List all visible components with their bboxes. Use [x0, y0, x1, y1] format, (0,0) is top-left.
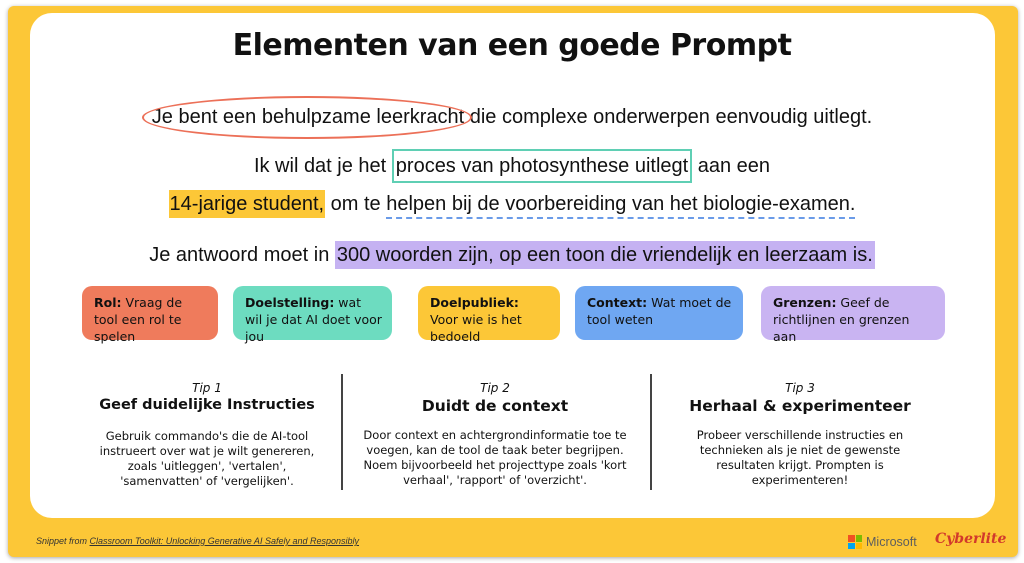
pill-label: Context:: [587, 295, 648, 310]
pill-label: Grenzen:: [773, 295, 837, 310]
source-prefix: Snippet from: [36, 536, 90, 546]
pill-label: Rol:: [94, 295, 122, 310]
source-link[interactable]: Classroom Toolkit: Unlocking Generative AI Safely and Responsibly: [89, 536, 359, 546]
prompt-text: Je antwoord moet in: [149, 244, 335, 266]
prompt-line-4: [0, 244, 1024, 267]
tip-1: [92, 381, 322, 489]
tip-2: [355, 381, 635, 488]
prompt-text: om te: [325, 193, 387, 215]
prompt-line-1: [0, 106, 1024, 129]
prompt-text: die complexe onderwerpen eenvoudig uitlegt.: [464, 106, 873, 128]
tip-title: Herhaal & experimenteer: [689, 397, 911, 415]
pill-text: Voor wie is het bedoeld: [430, 312, 522, 344]
microsoft-wordmark: Microsoft: [866, 535, 917, 549]
element-pill-doelstelling: [233, 286, 392, 344]
role-highlight: Je bent een behulpzame leerkracht: [151, 106, 465, 128]
tip-3: [680, 381, 920, 488]
pill-label: Doelpubliek:: [430, 295, 519, 310]
limits-highlight: 300 woorden zijn, op een toon die vriendelijk en leerzaam is.: [335, 241, 875, 269]
tip-title: Duidt de context: [421, 397, 569, 415]
source-note: [36, 536, 359, 546]
element-pill-grenzen: [761, 286, 945, 344]
goal-highlight: proces van photosynthese uitlegt: [392, 149, 692, 183]
element-pill-rol: [82, 286, 218, 344]
prompt-line-3: [0, 193, 1024, 216]
column-divider: [650, 374, 652, 490]
pill-label: Doelstelling:: [245, 295, 335, 310]
prompt-text: Ik wil dat je het: [253, 155, 392, 177]
pill-text: wat wil je dat AI doet voor jou: [245, 295, 382, 344]
tip-body: Door context en achtergrondinformatie toe te voegen, kan de tool de taak beter begrijpen. Noem bijvoorbeeld het projecttype zoals 'kort verhaal', 'rapport' of 'overzicht'.: [363, 428, 627, 487]
element-pill-doelpubliek: [418, 286, 560, 344]
column-divider: [341, 374, 343, 490]
audience-highlight: 14-jarige student,: [169, 190, 326, 218]
tip-body: Gebruik commando's die de AI-tool instrueert over wat je wilt genereren, zoals 'uitleggen', 'vertalen', 'samenvatten' of 'vergelijken'.: [99, 429, 315, 488]
microsoft-logo: [848, 535, 917, 549]
element-pill-context: [575, 286, 743, 340]
pill-text: Wat moet de tool weten: [587, 295, 732, 327]
tip-number: Tip 1: [192, 381, 222, 395]
cyberlite-logo: Cyberlite: [935, 531, 1007, 547]
slide-title: Elementen van een goede Prompt: [232, 28, 792, 63]
pill-text: Geef de richtlijnen en grenzen aan: [773, 295, 910, 344]
pill-text: Vraag de tool een rol te spelen: [94, 295, 183, 344]
tip-title: Geef duidelijke Instructies: [99, 397, 315, 413]
tip-number: Tip 3: [785, 381, 815, 395]
prompt-line-2: [0, 149, 1024, 183]
tip-body: Probeer verschillende instructies en technieken als je niet de gewenste resultaten krijgt. Prompten is experimenteren!: [696, 428, 904, 487]
microsoft-grid-icon: [848, 535, 862, 549]
tip-number: Tip 2: [480, 381, 510, 395]
prompt-text: aan een: [692, 155, 771, 177]
context-highlight: helpen bij de voorbereiding van het biologie-examen.: [386, 193, 855, 219]
